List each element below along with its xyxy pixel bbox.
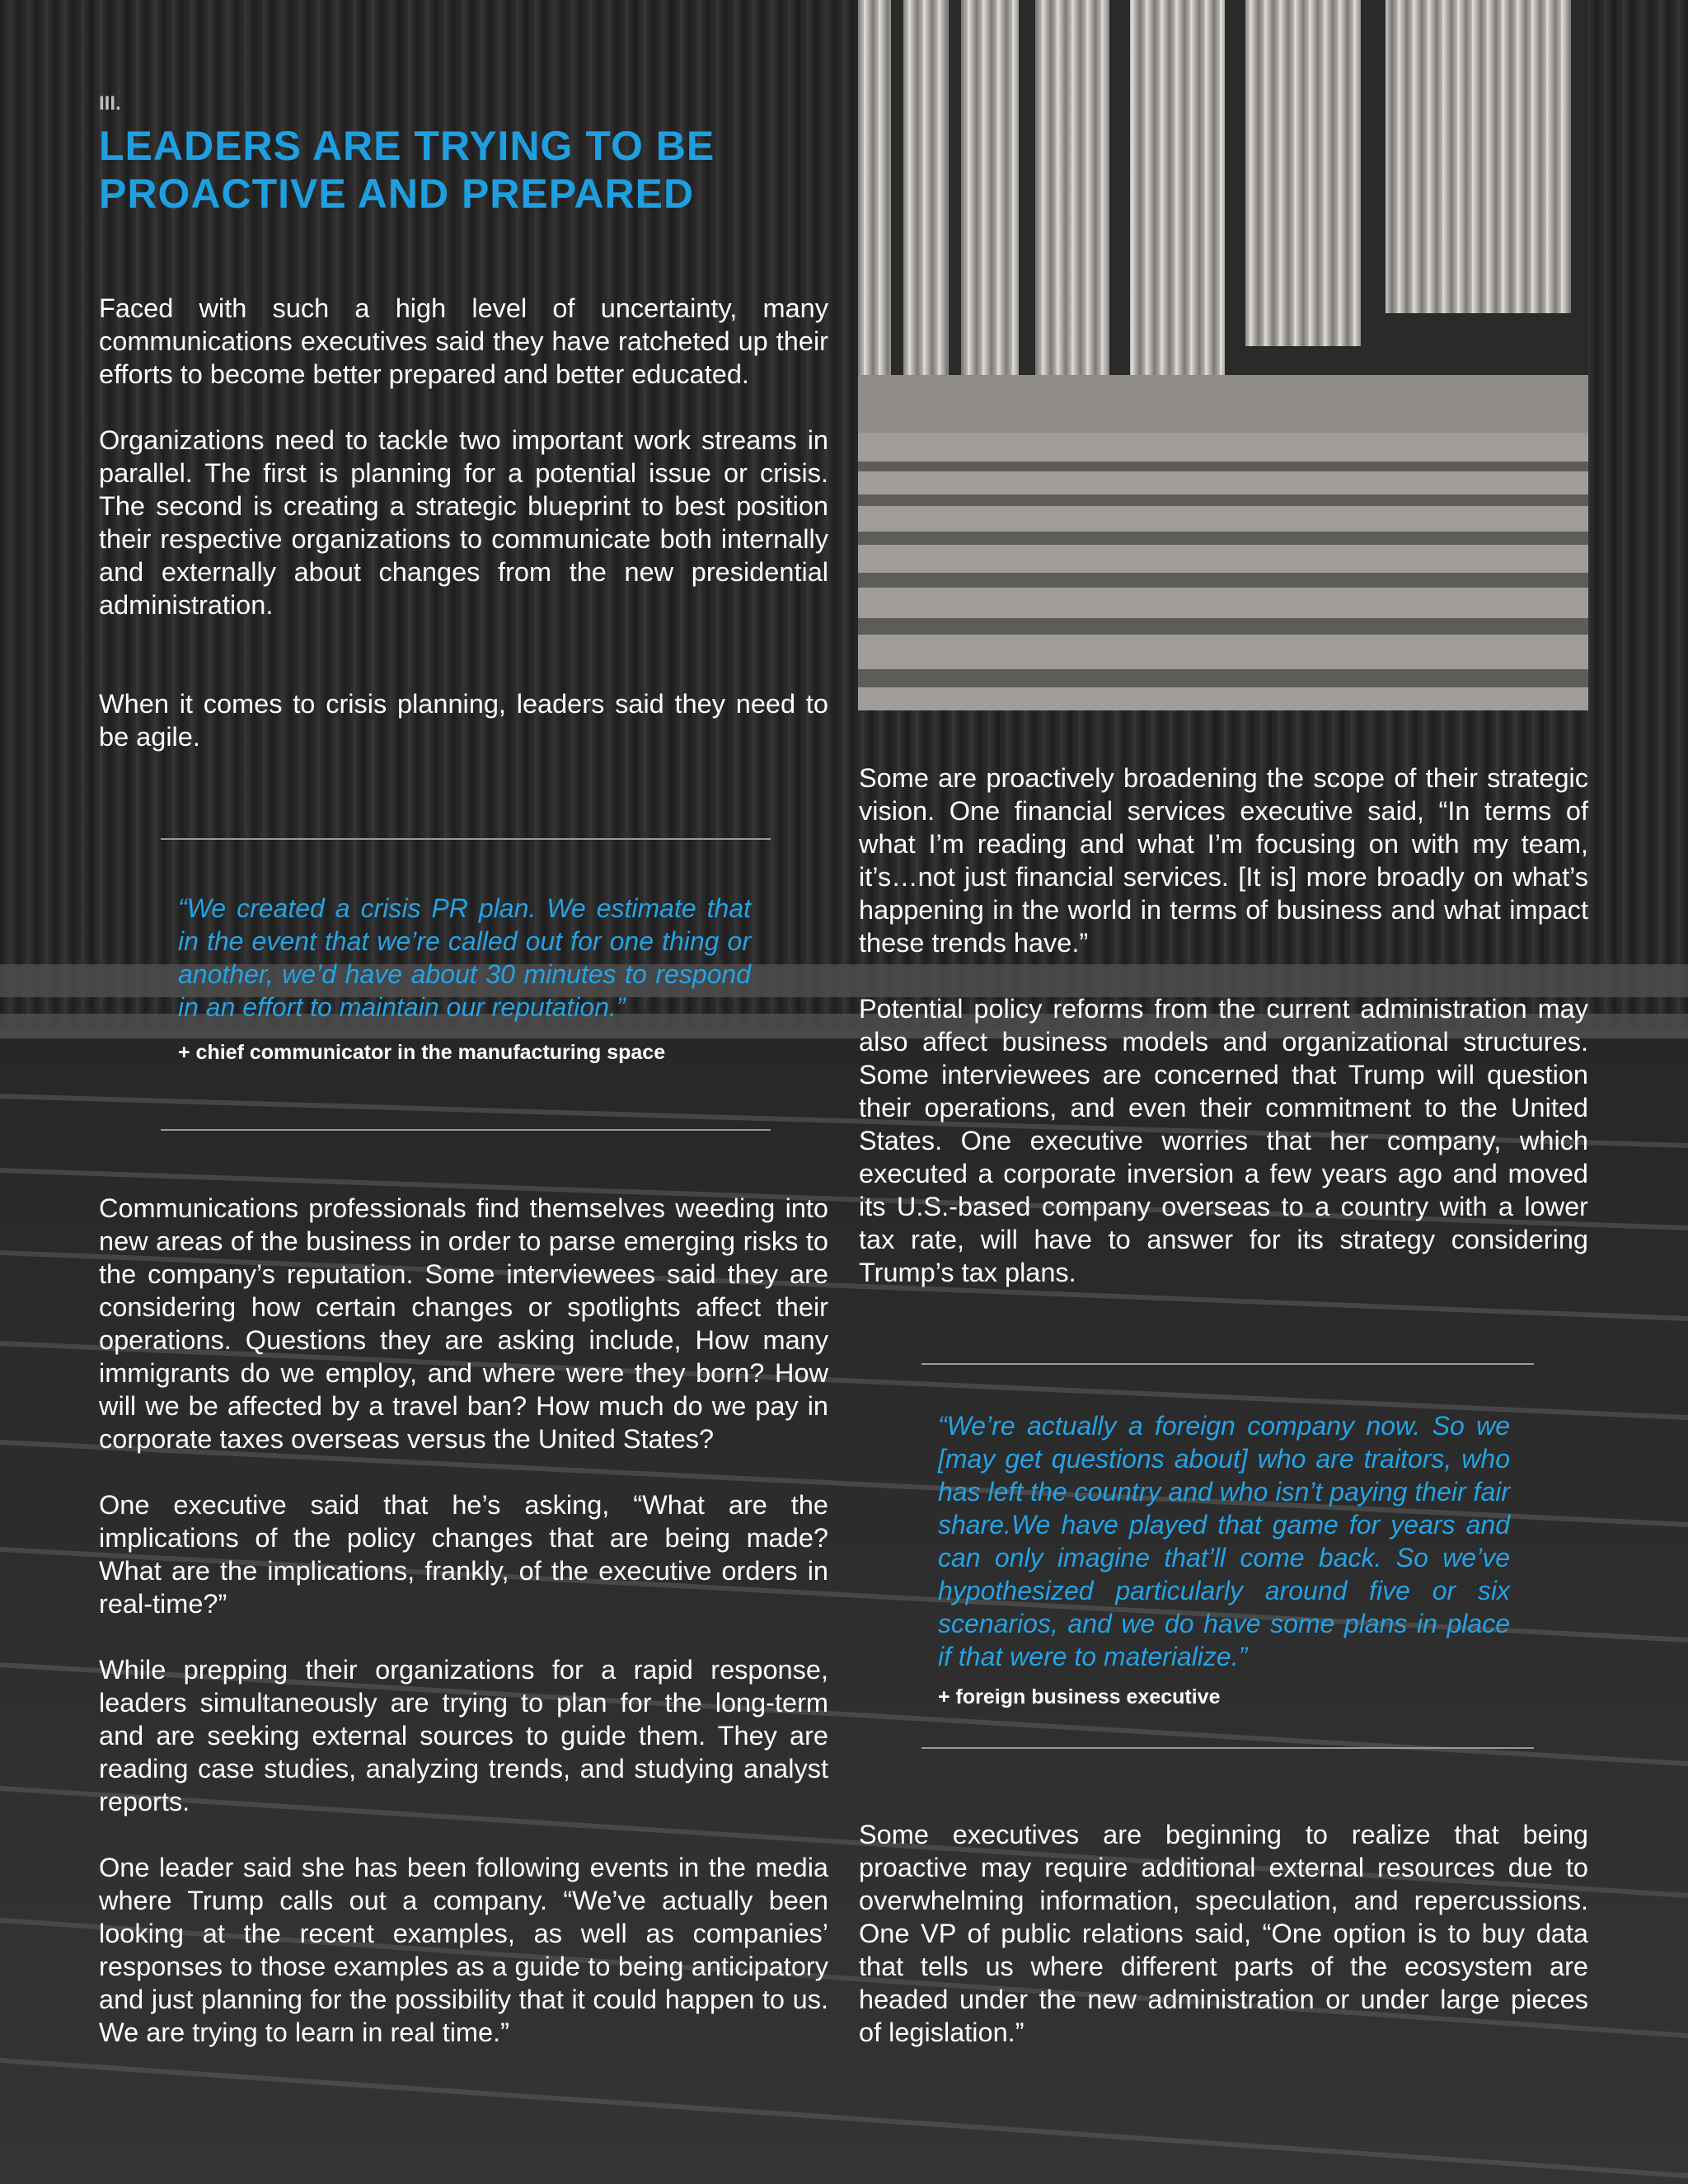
- left-column-bottom: [99, 1192, 828, 2082]
- paragraph: Organizations need to tackle two important work streams in parallel. The first is planning for a potential issue or crisis. The second is creating a strategic blueprint to best position their respective organizations to communicate both internally and externally about changes from the new presidential administration.: [99, 425, 828, 620]
- paragraph: Potential policy reforms from the current administration may also affect business models and organizational structures. Some interviewees are concerned that Trump will question their operations, and even their commitment to the United States. One executive worries that her company, which executed a corporate inversion a few years ago and moved its U.S.-based company overseas to a country with a lower tax rate, will have to answer for its strategy considering Trump’s tax plans.: [859, 994, 1588, 1287]
- left-column-top: [99, 292, 828, 786]
- heading-line-1: LEADERS ARE TRYING TO BE: [99, 123, 715, 169]
- paragraph: Faced with such a high level of uncertainty, many communications executives said they have ratcheted up their efforts to become better prepared and better educated.: [99, 293, 828, 389]
- paragraph: Some executives are beginning to realize that being proactive may require additional external resources due to overwhelming information, speculation, and repercussions. One VP of public relations said, “One option is to buy data that tells us where different parts of the ecosystem are headed under the new administration or under large pieces of legislation.”: [859, 1820, 1588, 2047]
- section-number: III.: [99, 92, 121, 115]
- columns-photo: [858, 0, 1588, 710]
- heading-line-2: PROACTIVE AND PREPARED: [99, 171, 695, 217]
- right-column-bottom: [859, 1818, 1588, 2082]
- paragraph: Communications professionals find themselves weeding into new areas of the business in order to parse emerging risks to the company’s reputation. Some interviewees said they are considering how certain changes or spotlights affect their operations. Questions they are asking include, How many immigrants do we employ, and where were they born? How will we be affected by a travel ban? How much do we pay in corporate taxes overseas versus the United States?: [99, 1193, 828, 1454]
- quote-divider-bottom: [161, 1129, 771, 1131]
- paragraph: Some are proactively broadening the scope of their strategic vision. One financial services executive said, “In terms of what I’m reading and what I’m focusing on with my team, it’s…not just financial services. [It is] more broadly on what’s happening in the world in terms of business and what impact these trends have.”: [859, 763, 1588, 958]
- quote-divider-top: [921, 1363, 1534, 1365]
- quote-divider-top: [161, 838, 771, 840]
- paragraph: While prepping their organizations for a rapid response, leaders simultaneously are trying to plan for the long-term and are seeking external sources to guide them. They are reading case studies, analyzing trends, and studying analyst reports.: [99, 1655, 828, 1816]
- quote-2-attribution: + foreign business executive: [938, 1685, 1221, 1708]
- right-column-top: [859, 762, 1588, 1322]
- paragraph: One executive said that he’s asking, “What are the implications of the policy changes that are being made? What are the implications, frankly, of the executive orders in real-time?”: [99, 1490, 828, 1619]
- pull-quote-2: “We’re actually a foreign company now. So we [may get questions about] who are traitors, who has left the country and who isn’t paying their fair share.We have played that game for years and can only imagine that’ll come back. So we’ve hypothesized particularly around five or six scenarios, and we do have some plans in place if that were to materialize.”: [938, 1411, 1510, 1671]
- pull-quote-1: “We created a crisis PR plan. We estimate that in the event that we’re called out for one thing or another, we’d have about 30 minutes to respond in an effort to maintain our reputation.”: [178, 893, 751, 1022]
- paragraph: When it comes to crisis planning, leaders said they need to be agile.: [99, 689, 828, 752]
- section-heading: [99, 122, 824, 218]
- paragraph: One leader said she has been following events in the media where Trump calls out a company. “We’ve actually been looking at the recent examples, as well as companies’ responses to those examples as a guide to being anticipatory and just planning for the possibility that it could happen to us. We are trying to learn in real time.”: [99, 1853, 828, 2047]
- quote-1-attribution: + chief communicator in the manufacturing space: [178, 1041, 666, 1064]
- quote-divider-bottom: [921, 1747, 1534, 1749]
